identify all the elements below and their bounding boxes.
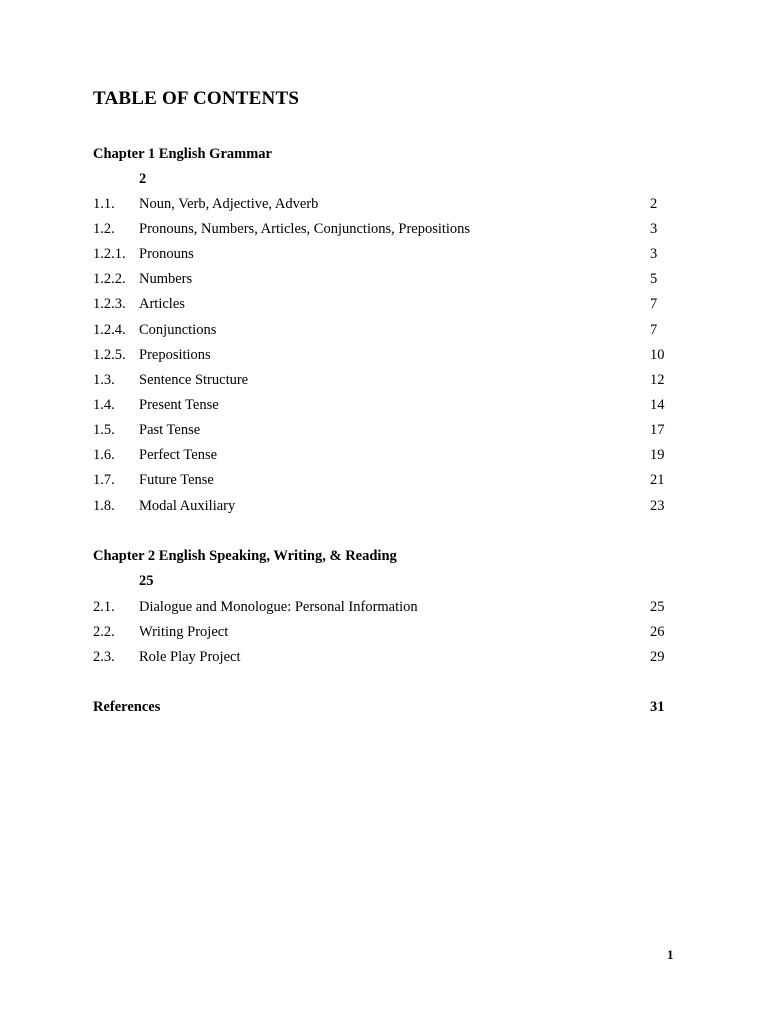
toc-entry [93, 472, 673, 492]
toc-entry [93, 296, 673, 316]
entry-number: 1.2.5. [93, 347, 126, 363]
toc-entry [93, 422, 673, 442]
entry-page: 7 [650, 296, 658, 312]
entry-page: 14 [650, 397, 665, 413]
entry-page: 10 [650, 347, 665, 363]
chapter-1-heading: Chapter 1 English Grammar [93, 146, 272, 162]
entry-label: Perfect Tense [139, 447, 218, 463]
entry-label: Sentence Structure [139, 372, 249, 388]
entry-page: 2 [650, 196, 658, 212]
toc-entry [93, 498, 673, 518]
entry-label: Conjunctions [139, 322, 217, 338]
entry-label: Writing Project [139, 624, 229, 640]
entry-label: Past Tense [139, 422, 201, 438]
toc-entry [93, 246, 673, 266]
entry-page: 7 [650, 322, 658, 338]
entry-number: 2.3. [93, 649, 115, 665]
entry-label: Pronouns [139, 246, 194, 262]
entry-number: 1.1. [93, 196, 115, 212]
chapter-2-heading: Chapter 2 English Speaking, Writing, & Reading [93, 548, 397, 564]
toc-entry [93, 347, 673, 367]
toc-entry [93, 271, 673, 291]
toc-entry [93, 372, 673, 392]
entry-label: Articles [139, 296, 185, 312]
entry-page: 3 [650, 246, 658, 262]
toc-entry [93, 322, 673, 342]
entry-label: Numbers [139, 271, 193, 287]
toc-entry [93, 221, 673, 241]
entry-page: 25 [650, 599, 665, 615]
entry-page: 29 [650, 649, 665, 665]
entry-number: 1.7. [93, 472, 115, 488]
toc-entry [93, 649, 673, 669]
entry-page: 19 [650, 447, 665, 463]
entry-label: Role Play Project [139, 649, 241, 665]
footer-page-number: 1 [667, 947, 674, 962]
entry-number: 1.5. [93, 422, 115, 438]
entry-label: Dialogue and Monologue: Personal Information [139, 599, 418, 615]
entry-page: 26 [650, 624, 665, 640]
entry-number: 1.2.1. [93, 246, 126, 262]
entry-number: 1.2.4. [93, 322, 126, 338]
references-page: 31 [650, 699, 665, 715]
entry-label: Future Tense [139, 472, 214, 488]
entry-label: Noun, Verb, Adjective, Adverb [139, 196, 319, 212]
entry-number: 2.1. [93, 599, 115, 615]
entry-page: 12 [650, 372, 665, 388]
entry-page: 17 [650, 422, 665, 438]
entry-number: 1.2. [93, 221, 115, 237]
toc-entry [93, 624, 673, 644]
toc-entry [93, 447, 673, 467]
toc-entry [93, 397, 673, 417]
toc-entry [93, 599, 673, 619]
entry-number: 1.2.3. [93, 296, 126, 312]
entry-number: 1.4. [93, 397, 115, 413]
page-title: TABLE OF CONTENTS [93, 88, 300, 109]
chapter-2-page: 25 [139, 573, 154, 589]
entry-number: 2.2. [93, 624, 115, 640]
entry-label: Pronouns, Numbers, Articles, Conjunctions, Prepositions [139, 221, 471, 237]
entry-number: 1.6. [93, 447, 115, 463]
entry-page: 21 [650, 472, 665, 488]
entry-number: 1.3. [93, 372, 115, 388]
toc-entry [93, 196, 673, 216]
entry-number: 1.2.2. [93, 271, 126, 287]
entry-page: 3 [650, 221, 658, 237]
entry-page: 23 [650, 498, 665, 514]
chapter-1-page: 2 [139, 171, 147, 187]
entry-label: Present Tense [139, 397, 219, 413]
references-label: References [93, 699, 161, 715]
entry-label: Modal Auxiliary [139, 498, 236, 514]
entry-label: Prepositions [139, 347, 211, 363]
entry-number: 1.8. [93, 498, 115, 514]
entry-page: 5 [650, 271, 658, 287]
